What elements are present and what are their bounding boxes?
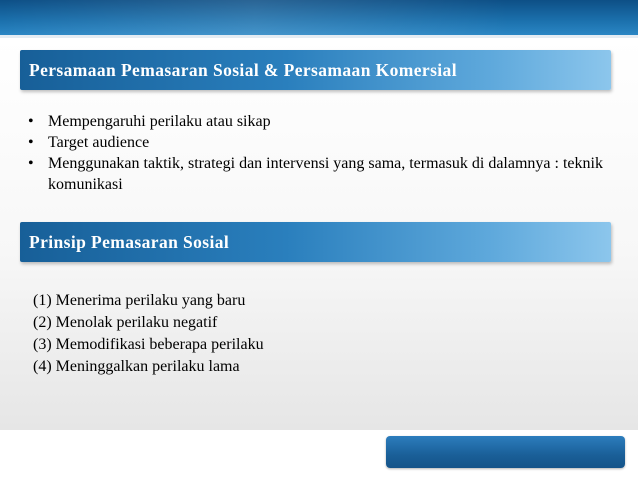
bullet-item xyxy=(28,132,618,153)
principles-numbered-list xyxy=(33,290,533,378)
principle-item: (3) Memodifikasi beberapa perilaku xyxy=(33,336,264,353)
section-header-similarities xyxy=(20,50,611,90)
bullet-item xyxy=(28,153,618,195)
bullet-text: Target audience xyxy=(48,134,150,151)
principle-item: (2) Menolak perilaku negatif xyxy=(33,314,218,331)
section-title-principles: Prinsip Pemasaran Sosial xyxy=(29,231,230,252)
principle-item: (1) Menerima perilaku yang baru xyxy=(33,292,246,309)
bullet-symbol: • xyxy=(28,113,34,130)
bullet-symbol: • xyxy=(28,155,34,172)
similarities-bullet-list xyxy=(28,111,618,195)
footer-bar-button[interactable] xyxy=(386,436,625,468)
section-header-principles xyxy=(20,222,611,262)
section-title-similarities: Persamaan Pemasaran Sosial & Persamaan Komersial xyxy=(29,59,457,80)
bullet-item xyxy=(28,111,618,132)
bullet-text: Mempengaruhi perilaku atau sikap xyxy=(48,113,271,130)
bullet-symbol: • xyxy=(28,134,34,151)
principle-item: (4) Meninggalkan perilaku lama xyxy=(33,358,240,375)
bullet-text: Menggunakan taktik, strategi dan intervensi yang sama, termasuk di dalamnya : teknik komunikasi xyxy=(48,155,603,193)
header-sheen xyxy=(0,0,638,35)
